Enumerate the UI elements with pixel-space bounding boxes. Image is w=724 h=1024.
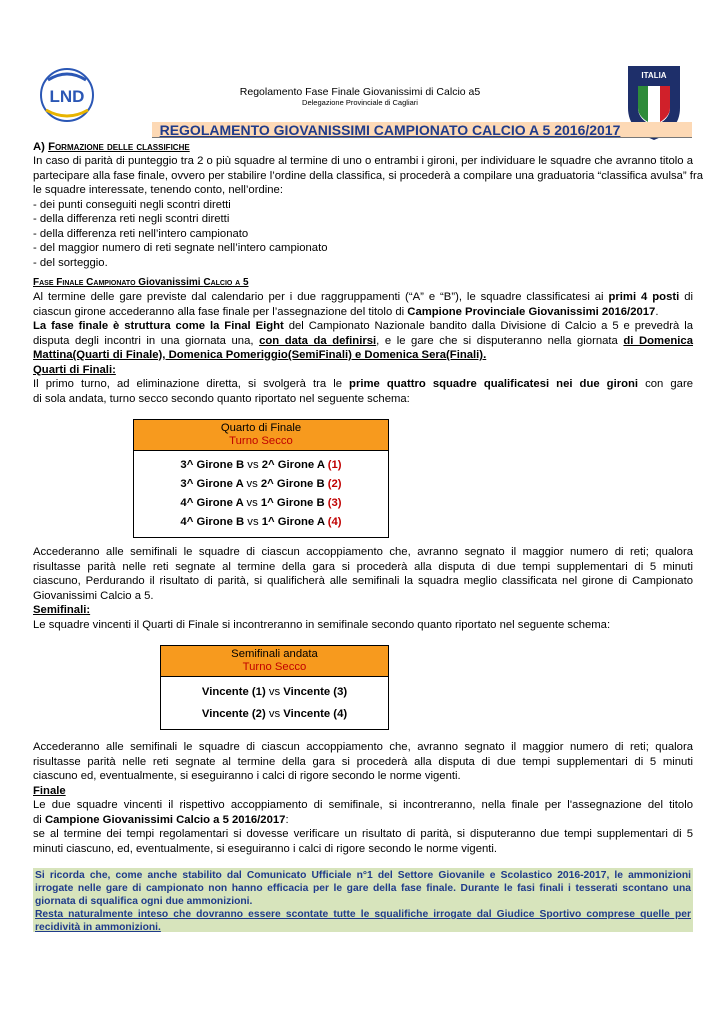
lnd-logo	[38, 66, 100, 124]
page-title: REGOLAMENTO GIOVANISSIMI CAMPIONATO CALCIO A 5 2016/2017	[159, 122, 621, 138]
quarti-table-subtitle: Turno Secco	[229, 435, 293, 447]
notice-line: irrogate nelle gare di campionato non hanno efficacia per le gare della fase finale. Durante le fasi finali i tesserati scontano una	[35, 883, 691, 894]
semifinali-match: Vincente (2) vs Vincente (4)	[201, 708, 348, 720]
quarti-matches	[134, 451, 389, 538]
fase-finale-line: La fase finale è struttura come la Final Eight del Campionato Nazionale bandito dalla Divisione di Calcio a 5 e prevedrà la	[33, 320, 693, 332]
section-a-line: In caso di parità di punteggio tra 2 o più squadre al termine di uno o entrambi i gironi, per individuare le squadre che avranno titolo a	[33, 155, 693, 167]
section-a-line: le squadre interessate, tenendo conto, nell’ordine:	[33, 184, 283, 196]
section-a-list-item: - del maggior numero di reti segnate nell’intero campionato	[33, 242, 328, 254]
semifinali-after-line: Accederanno alle semifinali le squadre di ciascun accoppiamento che, avranno segnato il maggior numero di reti; qualora	[33, 741, 693, 753]
header-line-1: Regolamento Fase Finale Giovanissimi di Calcio a5	[239, 86, 481, 98]
fase-finale-line: disputa degli incontri in una giornata una, con data da definirsi, e le gare che si disputeranno nella giornata di Domenica	[33, 334, 693, 347]
quarti-after-line: risultasse parità nelle reti segnate al termine della gara si procederà alla disputa di due tempi supplementari di 5 minuti	[33, 560, 693, 573]
quarti-match: 3^ Girone A vs 2^ Girone B (2)	[180, 478, 342, 490]
finale-heading: Finale	[33, 784, 66, 797]
finale-line: se al termine dei tempi regolamentari si dovesse verificare un risultato di parità, si disputeranno due tempi supplementari di 5	[33, 828, 693, 840]
quarti-intro-line: di sola andata, turno secco secondo quanto riportato nel seguente schema:	[33, 392, 410, 405]
notice-line: giornata di squalifica ogni due ammonizioni.	[35, 896, 253, 907]
semifinali-after-line: risultasse parità nelle reti segnate al termine della gara si procederà alla disputa di due tempi supplementari di 5 minuti	[33, 755, 693, 768]
section-a-list-item: - della differenza reti nell’intero campionato	[33, 227, 249, 240]
semifinali-match: Vincente (1) vs Vincente (3)	[201, 686, 348, 698]
semifinali-heading: Semifinali:	[33, 604, 91, 616]
section-a-list-item: - della differenza reti negli scontri diretti	[33, 213, 230, 225]
svg-text:LND: LND	[49, 87, 85, 106]
semifinali-table-title: Semifinali andata	[231, 648, 318, 660]
quarti-after-line: Giovanissimi Calcio a 5.	[33, 589, 154, 602]
quarti-table-header	[134, 420, 389, 451]
header-line-2: Delegazione Provinciale di Cagliari	[302, 98, 418, 107]
fase-finale-heading: Fase Finale Campionato Giovanissimi Calcio a 5	[33, 277, 249, 288]
quarti-intro-line: Il primo turno, ad eliminazione diretta, si svolgerà tra le prime quattro squadre qualificatesi nei due gironi con gare	[33, 378, 693, 390]
section-a-heading: A) Formazione delle classifiche	[33, 141, 190, 153]
semifinali-table-subtitle: Turno Secco	[242, 661, 307, 673]
fase-finale-line: Mattina(Quarti di Finale), Domenica Pomeriggio(SemiFinali) e Domenica Sera(Finali).	[33, 349, 487, 361]
semifinali-after-line: ciascuno ed, eventualmente, si eseguiranno i calci di rigore secondo le norme vigenti.	[33, 770, 461, 782]
finale-line: Le due squadre vincenti il rispettivo accoppiamento di semifinale, si incontreranno, nella finale per l'assegnazione del titolo	[33, 799, 693, 811]
svg-text:ITALIA: ITALIA	[641, 71, 667, 80]
notice-line: Si ricorda che, come anche stabilito dal Comunicato Ufficiale n°1 del Settore Giovanile e Scolastico 2016-2017, le ammonizioni	[35, 870, 691, 881]
notice-underlined-line: Resta naturalmente inteso che dovranno essere scontate tutte le squalifiche irrogate dal Giudice Sportivo comprese quelle per	[35, 909, 691, 920]
fase-finale-line: ciascun girone accederanno alla fase finale per l’assegnazione del titolo di Campione Provinciale Giovanissimi 2016/2017.	[33, 305, 659, 318]
semifinali-table	[160, 645, 389, 730]
quarti-after-line: Accederanno alle semifinali le squadre di ciascun accoppiamento che, avranno segnato il maggior numero di reti; qualora	[33, 546, 693, 558]
quarti-match: 4^ Girone B vs 1^ Girone A (4)	[180, 516, 342, 528]
finale-line: minuti ciascuno, ed, eventualmente, si eseguiranno i calci di rigore secondo le norme vigenti.	[33, 842, 498, 855]
notice-underlined-line: recidività in ammonizioni.	[35, 922, 161, 933]
section-a-list-item: - dei punti conseguiti negli scontri diretti	[33, 198, 231, 211]
semifinali-intro: Le squadre vincenti il Quarti di Finale si incontreranno in semifinale secondo quanto riportato nel seguente schema:	[33, 618, 611, 631]
finale-line: di Campione Giovanissimi Calcio a 5 2016/2017:	[33, 813, 289, 826]
quarti-after-line: ciascuno, Perdurando il risultato di parità, si qualificherà alle semifinali la squadra meglio classificata nel girone di Campionato	[33, 575, 693, 587]
section-a-line: partecipare alla fase finale, ovvero per stabilire l’ordine della classifica, si procederà a compilare una graduatoria “classifica avulsa” fra	[33, 169, 703, 182]
fase-finale-line: Al termine delle gare previste dal calendario per i due raggruppamenti (“A” e “B”), le squadre classificatesi ai primi 4 posti di	[33, 291, 693, 303]
quarti-match: 3^ Girone B vs 2^ Girone A (1)	[180, 459, 342, 471]
quarti-heading: Quarti di Finali:	[33, 363, 116, 376]
quarti-table	[133, 419, 389, 538]
section-a-list-item: - del sorteggio.	[33, 256, 108, 269]
semifinali-matches	[161, 677, 389, 730]
semifinali-table-header	[161, 646, 389, 677]
quarti-table-title: Quarto di Finale	[220, 422, 302, 434]
quarti-match: 4^ Girone A vs 1^ Girone B (3)	[180, 497, 342, 509]
